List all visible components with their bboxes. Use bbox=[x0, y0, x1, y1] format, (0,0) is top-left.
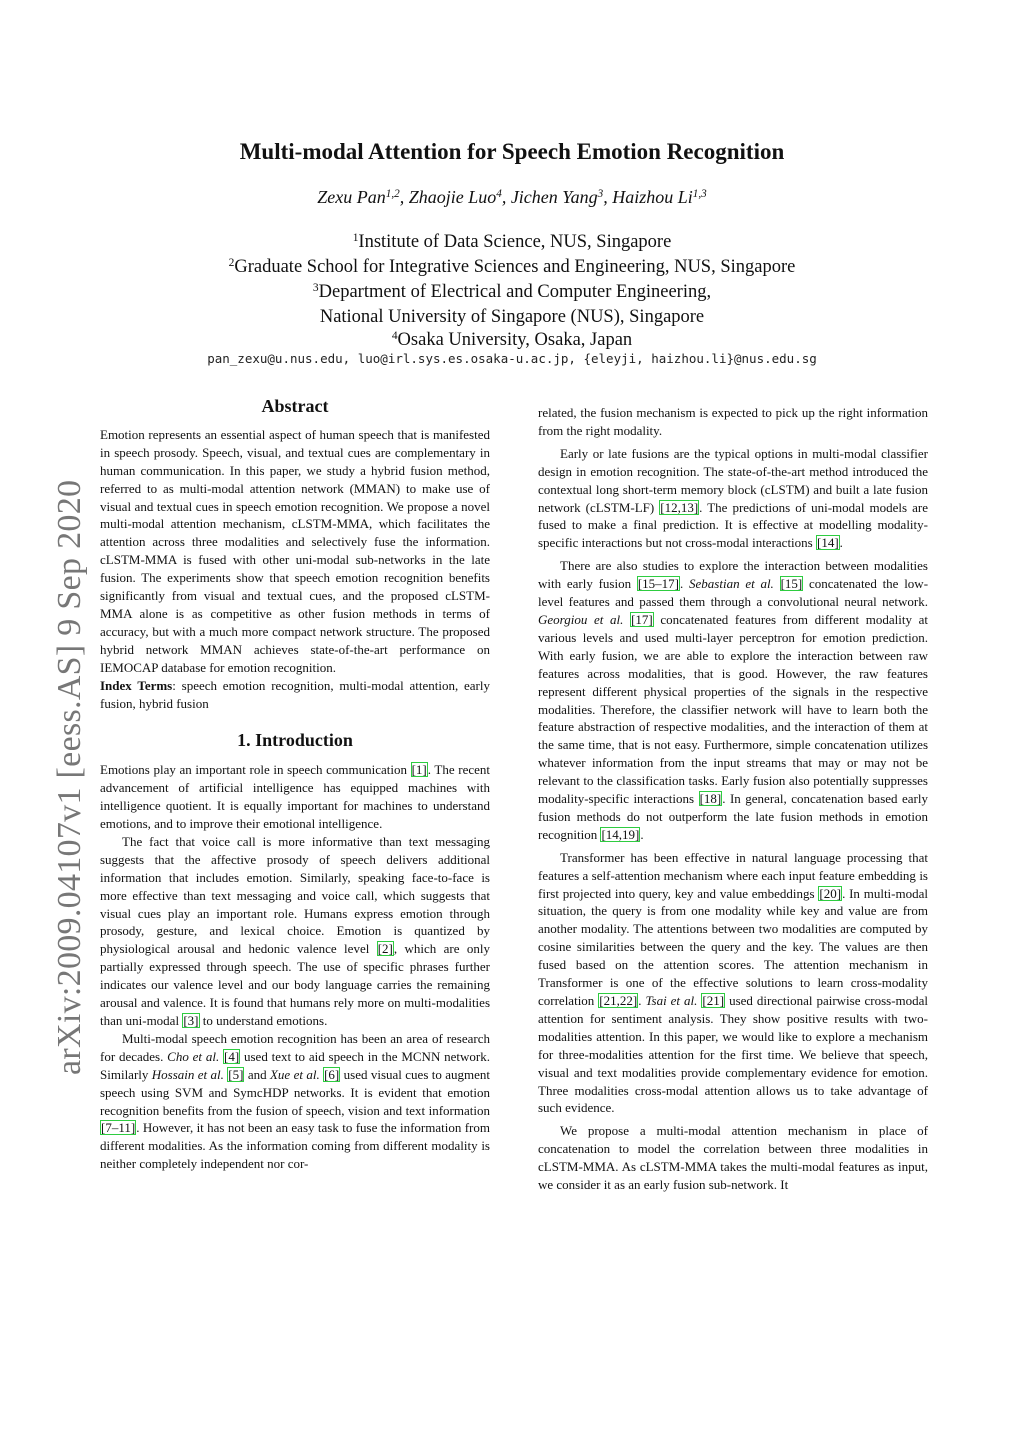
author-affiliation-mark: 1,3 bbox=[692, 187, 707, 200]
body-paragraph: Early or late fusions are the typical options in multi-modal classifier design in emotion recognition. The state-of-the-art method introduced the contextual long short-term memory block (cLSTM) and built a late fusion network (cLSTM-LF) [12,13]. The predictions of uni-modal models are fused to make a final prediction. It is effective at modelling modality-specific interactions but not cross-modal interactions [14]. bbox=[538, 445, 928, 551]
index-terms-label: Index Terms bbox=[100, 677, 173, 693]
affiliation-list bbox=[0, 231, 1024, 354]
citation-link[interactable]: [12,13] bbox=[660, 499, 699, 515]
intro-paragraph: Multi-modal speech emotion recognition has been an area of research for decades. Cho et al. [4] used text to aid speech in the MCNN network. Similarly Hossain et al. [5] and Xue et al. [6] used visual cues to augment speech using SVM and SymcHDP networks. It is evident that emotion recognition benefits from the fusion of speech, vision and text information [7–11]. However, it has not been an easy task to fuse the information from different modalities. As the information coming from different modality is neither completely independent nor cor- bbox=[100, 1030, 491, 1172]
citation-link[interactable]: [21] bbox=[702, 993, 725, 1008]
author-list: Zexu Pan$^{1,2}$, Zhaojie Luo$^4$, Jichen Yang$^3$, Haizhou Li$^{1,3}$ bbox=[317, 187, 707, 207]
citation-link[interactable]: [6] bbox=[324, 1066, 340, 1082]
affiliation-mark: 1 bbox=[352, 231, 359, 244]
left-column bbox=[100, 398, 490, 1173]
intro-paragraph: The fact that voice call is more informative than text messaging suggests that the affective prosody of speech delivers additional information that includes emotion. Similarly, speaking face-to-face is more effective than text messaging and voice call, which suggests that visual cues play an important role. Humans express emotion through prosody, gesture, and lexical choice. Emotion is quantized by physiological arousal and hedonic valence level [2], which are only partially expressed through speech. The use of specific phrases further indicates our valence level and our body language carries the remaining arousal and valence. It is found that humans rely more on multi-modalities than uni-modal [3] to understand emotions. bbox=[100, 833, 490, 1028]
citation-link[interactable]: [15–17] bbox=[637, 576, 680, 592]
affiliation-line bbox=[0, 306, 1024, 329]
citation-link[interactable]: [3] bbox=[183, 1013, 199, 1028]
author-affiliation-mark: 1,2 bbox=[385, 187, 400, 200]
abstract-heading: Abstract bbox=[261, 396, 329, 416]
author-name: Haizhou Li bbox=[612, 187, 693, 207]
citation-link[interactable]: [18] bbox=[699, 791, 722, 807]
body-paragraph: We propose a multi-modal attention mechanism in place of concatenation to model the correlation between three modalities in cLSTM-MMA. As cLSTM-MMA takes the multi-modal features as input, we consider it as an early fusion sub-network. It bbox=[538, 1123, 928, 1193]
affiliation-text: Graduate School for Integrative Sciences and Engineering, NUS, Singapore bbox=[234, 257, 796, 277]
intro-paragraph: Emotions play an important role in speech communication [1]. The recent advancement of artificial intelligence has equipped machines with intelligence quotient. It is equally important for machines to understand emotions, and to improve their emotional intelligence. bbox=[100, 762, 490, 832]
body-paragraph: related, the fusion mechanism is expected to pick up the right information from the right modality. bbox=[538, 405, 928, 438]
affiliation-text: Institute of Data Science, NUS, Singapore bbox=[358, 232, 672, 252]
affiliation-text: Department of Electrical and Computer Engineering, bbox=[318, 282, 712, 302]
author-name: Zhaojie Luo bbox=[408, 187, 497, 207]
affiliation-mark: 2 bbox=[228, 256, 235, 269]
citation-link[interactable]: [21,22] bbox=[599, 993, 638, 1008]
citation-link[interactable]: [14,19] bbox=[601, 826, 640, 842]
affiliation-text: National University of Singapore (NUS), Singapore bbox=[319, 307, 705, 327]
affiliation-line bbox=[0, 256, 1024, 281]
introduction-heading: 1. Introduction bbox=[237, 730, 353, 751]
body-paragraph: Transformer has been effective in natural language processing that features a self-attention mechanism where each input feature embedding is first projected into query, key and value embeddings [20]. In multi-modal situation, the query is from one modality while key and value are from another modality. The attentions between two modalities are computed by cosine similarities between the query and the key. The values are then fused based on the attention scores. The attention mechanism in Transformer is one of the effective solutions to learn cross-modality correlation [21,22]. Tsai et al. [21] used directional pairwise cross-modal attention for sentiment analysis. They show positive results with two-modalities attention. In this paper, we would like to explore a mechanism for three-modalities attention for the first time. We believe that speech, visual and text modalities provide complementary evidence for emotion. Three modalities cross-modal attention allows us to take advantage of such evidence. bbox=[538, 849, 929, 1116]
citation-link[interactable]: [14] bbox=[816, 535, 839, 551]
author-emails: pan_zexu@u.nus.edu, luo@irl.sys.es.osaka-u.ac.jp, {eleyji, haizhou.li}@nus.edu.sg bbox=[207, 351, 817, 366]
index-terms bbox=[100, 677, 490, 713]
citation-link[interactable]: [1] bbox=[411, 762, 427, 778]
citation-link[interactable]: [17] bbox=[631, 611, 653, 627]
citation-link[interactable]: [4] bbox=[224, 1048, 240, 1064]
right-column bbox=[538, 404, 928, 1194]
affiliation-line bbox=[0, 231, 1024, 256]
affiliation-line bbox=[0, 281, 1024, 306]
author-affiliation-mark: 4 bbox=[496, 187, 502, 200]
author-name: Jichen Yang bbox=[510, 187, 598, 207]
arxiv-side-label[interactable]: arXiv:2009.04107v1 [eess.AS] 9 Sep 2020 bbox=[51, 479, 88, 1075]
citation-link[interactable]: [2] bbox=[377, 941, 393, 957]
affiliation-mark: 4 bbox=[391, 329, 398, 342]
author-name: Zexu Pan bbox=[317, 187, 386, 207]
citation-link[interactable]: [20] bbox=[819, 885, 842, 901]
citation-link[interactable]: [5] bbox=[228, 1066, 244, 1082]
citation-link[interactable]: [7–11] bbox=[101, 1120, 136, 1136]
abstract-text: Emotion represents an essential aspect of human speech that is manifested in speech prosody. Speech, visual, and textual cues are complementary in human communication. In this paper, we study a hybrid fusion method, referred to as multi-modal attention network (MMAN) to make use of visual and textual cues in speech emotion recognition. We propose a novel multi-modal attention mechanism, cLSTM-MMA, which facilitates the attention across three modalities and selectively fuse the information. cLSTM-MMA is fused with other uni-modal sub-networks in the late fusion. The experiments show that speech emotion recognition benefits significantly from visual and textual cues, and the proposed cLSTM-MMA alone is as competitive as other fusion methods in terms of accuracy, but with a much more compact network structure. The proposed hybrid network MMAN achieves state-of-the-art performance on IEMOCAP database for emotion recognition. bbox=[100, 426, 490, 675]
author-affiliation-mark: 3 bbox=[597, 187, 604, 200]
body-paragraph: There are also studies to explore the interaction between modalities with early fusion [15–17]. Sebastian et al. [15] concatenated the low-level features and passed them through a convolutional neural network. Georgiou et al. [17] concatenated features from different modality at various levels and used multi-layer perceptron for emotion prediction. With early fusion, we are able to explore the interaction between raw features across modalities, that is good. However, the raw features represent different physical properties of the signals in the respective modalities. Therefore, the classifier network will have to learn both the feature abstraction of respective modalities, and the interaction of them at the same time, that is not easy. Furthermore, simple concatenation utilizes whatever information from the input streams that may or may not be relevant to the classification tasks. Early fusion also potentially suppresses modality-specific interactions [18]. In general, concatenation based early fusion methods do not outperform the late fusion methods in emotion recognition [14,19]. bbox=[538, 558, 929, 842]
affiliation-mark: 3 bbox=[312, 281, 319, 294]
affiliation-text: Osaka University, Osaka, Japan bbox=[397, 330, 633, 350]
paper-title: Multi-modal Attention for Speech Emotion Recognition bbox=[239, 139, 785, 164]
citation-link[interactable]: [15] bbox=[780, 576, 803, 592]
index-terms-text: : speech emotion recognition, multi-modal attention, early fusion, hybrid fusion bbox=[100, 677, 490, 711]
